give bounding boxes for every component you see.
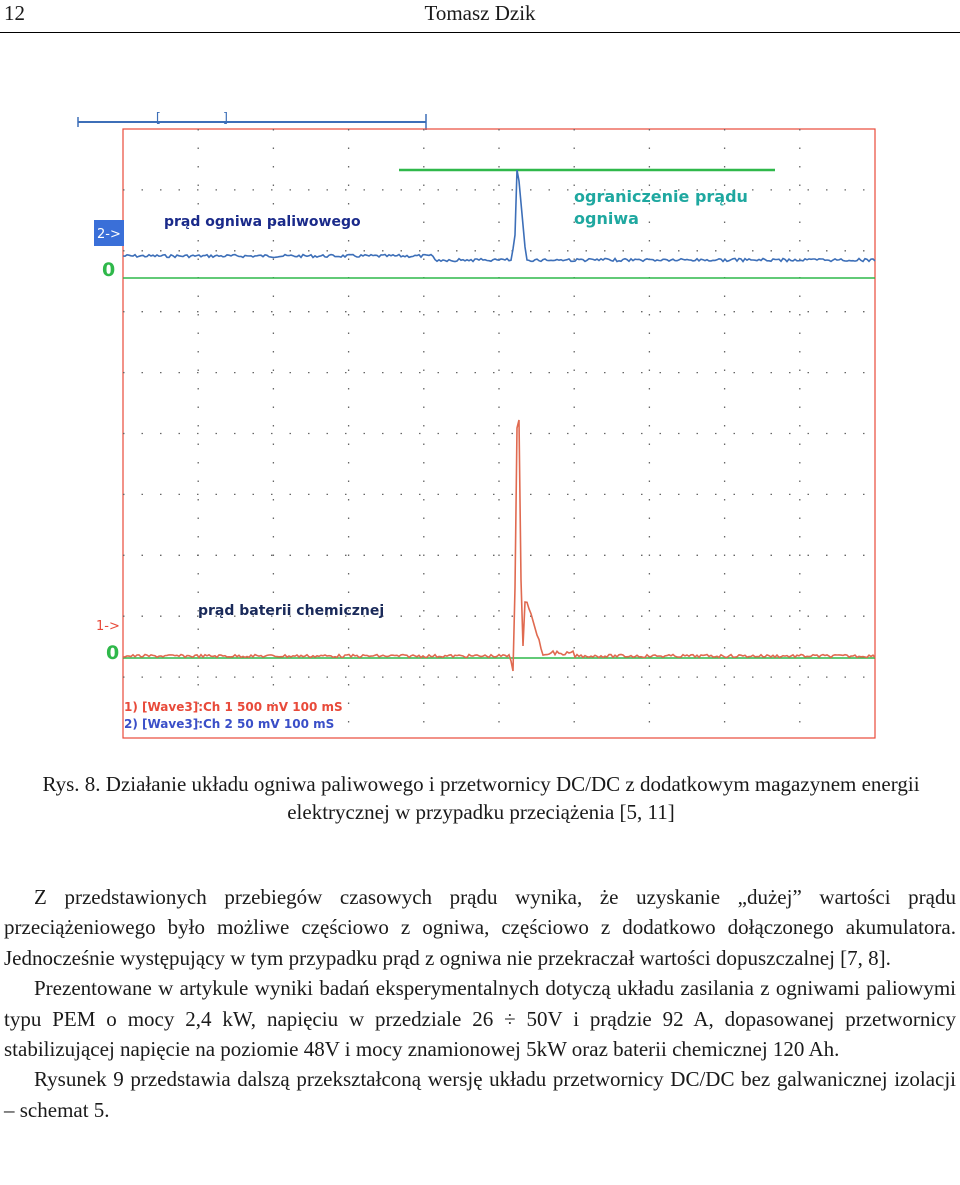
current-limit-label-line1: ograniczenie prądu — [574, 187, 748, 206]
body-text — [4, 882, 956, 1125]
oscilloscope-screenshot — [74, 108, 884, 740]
zero-marker-lower: 0 — [106, 642, 120, 664]
ch2-marker: 2-> — [97, 227, 121, 242]
current-limit-label-line2: ogniwa — [574, 209, 639, 228]
battery-current-trace — [123, 420, 875, 671]
legend-ch1: 1) [Wave3]:Ch 1 500 mV 100 mS — [124, 700, 343, 714]
running-author: Tomasz Dzik — [424, 1, 536, 25]
page-number: 12 — [4, 1, 25, 25]
figure-caption: Rys. 8. Działanie układu ogniwa paliwowego i przetwornicy DC/DC z dodatkowym magazynem energii elektrycznej w przypadku przeciążenia [5, 11] — [42, 772, 920, 824]
legend-ch2: 2) [Wave3]:Ch 2 50 mV 100 mS — [124, 717, 335, 731]
paragraph: Z przedstawionych przebiegów czasowych prądu wynika, że uzyskanie „dużej” wartości prądu przeciążeniowego było możliwe częściowo z ogniwa, częściowo z dodatkowo dołączonego akumulatora. Jednocześnie występujący w tym przypadku prąd z ogniwa nie przekraczał wartości dopuszczalnej [7, 8]. — [4, 885, 956, 970]
fuel-cell-current-label: prąd ogniwa paliwowego — [164, 214, 361, 230]
ch1-marker: 1-> — [96, 619, 120, 634]
running-header — [0, 0, 960, 33]
paragraph: Rysunek 9 przedstawia dalszą przekształconą wersję układu przetwornicy DC/DC bez galwanicznej izolacji – schemat 5. — [4, 1067, 956, 1122]
battery-current-label: prąd baterii chemicznej — [198, 603, 385, 619]
oscilloscope-figure — [74, 108, 884, 740]
cursor-right-bracket: ] — [222, 111, 230, 126]
paragraph: Prezentowane w artykule wyniki badań eksperymentalnych dotyczą układu zasilania z ogniwami paliowymi typu PEM o mocy 2,4 kW, napięciu w przedziale 26 ÷ 50V i prądzie 92 A, dopasowanej przetwornicy stabilizującej napięcie na poziomie 48V i mocy znamionowej 5kW oraz baterii chemicznej 120 Ah. — [4, 976, 956, 1062]
cursor-left-bracket: [ — [154, 111, 162, 126]
zero-marker-upper: 0 — [102, 259, 116, 281]
